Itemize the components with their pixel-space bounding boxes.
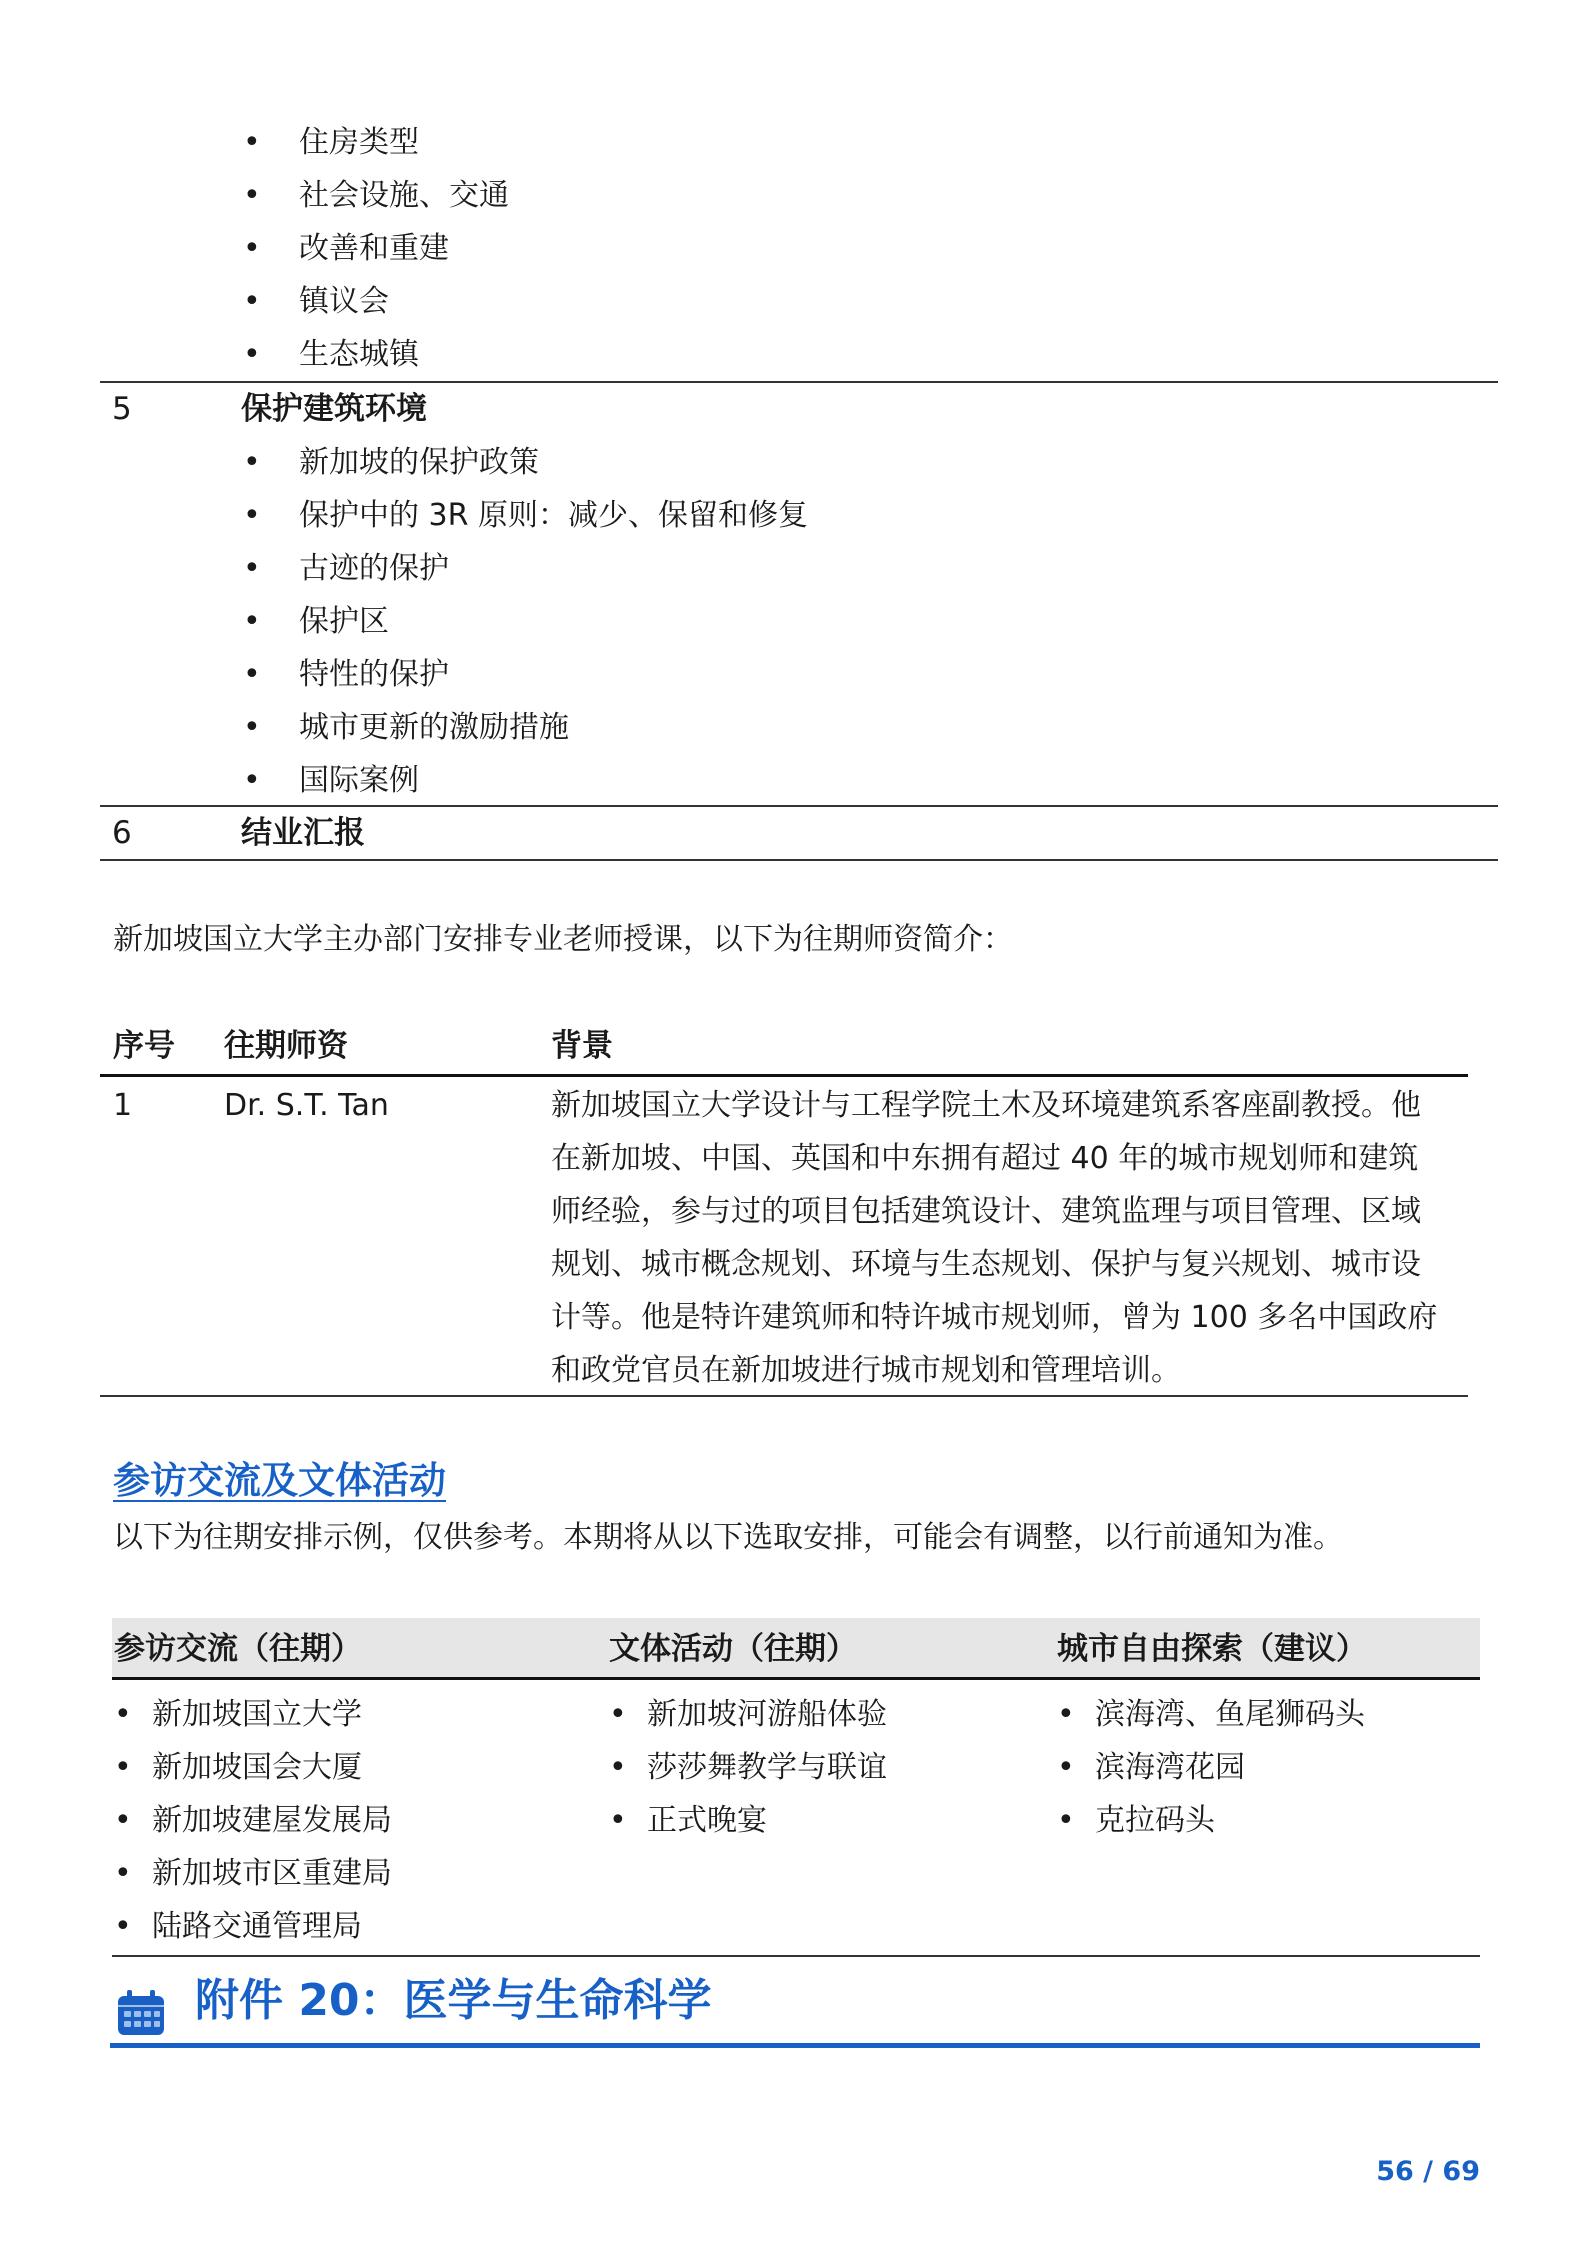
list-item: • 城市更新的激励措施 — [243, 701, 808, 754]
teacher-row-name: Dr. S.T. Tan — [224, 1088, 389, 1123]
list-item: • 新加坡河游船体验 — [609, 1688, 887, 1741]
activities-header-culture: 文体活动（往期） — [609, 1631, 857, 1667]
activities-column-culture — [609, 1688, 887, 1847]
module-title: 保护建筑环境 — [241, 391, 427, 427]
activities-column-visits — [114, 1688, 392, 1953]
list-item: • 改善和重建 — [243, 222, 509, 275]
list-item: • 新加坡建屋发展局 — [114, 1794, 392, 1847]
list-item: • 陆路交通管理局 — [114, 1900, 392, 1953]
list-item: • 保护中的 3R 原则：减少、保留和修复 — [243, 489, 808, 542]
module-number: 6 — [112, 815, 132, 851]
appendix-title: 附件 20：医学与生命科学 — [195, 1975, 712, 2026]
list-item: • 滨海湾、鱼尾狮码头 — [1057, 1688, 1365, 1741]
visits-section-subtitle: 以下为往期安排示例，仅供参考。本期将从以下选取安排，可能会有调整，以行前通知为准。 — [113, 1520, 1343, 1555]
list-item: • 莎莎舞教学与联谊 — [609, 1741, 887, 1794]
list-item: • 社会设施、交通 — [243, 169, 509, 222]
teacher-header-name: 往期师资 — [224, 1028, 348, 1064]
teacher-header-background: 背景 — [551, 1028, 613, 1064]
list-item: • 生态城镇 — [243, 328, 509, 381]
teacher-header-rule — [100, 1074, 1468, 1077]
appendix-rule — [110, 2043, 1480, 2048]
list-item: • 保护区 — [243, 595, 808, 648]
activities-column-explore — [1057, 1688, 1365, 1847]
list-item: • 古迹的保护 — [243, 542, 808, 595]
list-item: • 新加坡国立大学 — [114, 1688, 392, 1741]
table-bottom-rule — [100, 859, 1498, 861]
module-number: 5 — [112, 391, 132, 427]
list-item: • 住房类型 — [243, 116, 509, 169]
calendar-icon — [117, 1990, 165, 2036]
page-number: 56 / 69 — [1376, 2156, 1480, 2187]
visits-section-title: 参访交流及文体活动 — [113, 1459, 446, 1502]
activities-table-bottom-rule — [112, 1955, 1480, 1957]
faculty-intro-text: 新加坡国立大学主办部门安排专业老师授课，以下为往期师资简介： — [113, 922, 1013, 957]
teacher-table-bottom-rule — [100, 1395, 1468, 1397]
list-item: • 正式晚宴 — [609, 1794, 887, 1847]
teacher-header-no: 序号 — [113, 1028, 175, 1064]
activities-header-visits: 参访交流（往期） — [114, 1631, 362, 1667]
list-item: • 克拉码头 — [1057, 1794, 1365, 1847]
teacher-row-background: 新加坡国立大学设计与工程学院土木及环境建筑系客座副教授。他 在新加坡、中国、英国和中东拥有超过 40 年的城市规划师和建筑 师经验，参与过的项目包括建筑设计、建筑监理与项目管理、区域 规划、城市概念规划、环境与生态规划、保护与复兴规划、城市设 计等。他是特许建筑师和特许城市规划师，曾为 100 多名中国政府 和政党官员在新加坡进行城市规划和管理培训。 — [551, 1088, 1438, 1388]
list-item: • 国际案例 — [243, 754, 808, 807]
activities-table-header — [112, 1618, 1480, 1680]
list-item: • 新加坡市区重建局 — [114, 1847, 392, 1900]
list-item: • 滨海湾花园 — [1057, 1741, 1365, 1794]
module-items — [243, 436, 808, 807]
continued-module-items — [243, 116, 509, 381]
activities-header-explore: 城市自由探索（建议） — [1057, 1631, 1367, 1667]
list-item: • 镇议会 — [243, 275, 509, 328]
list-item: • 新加坡国会大厦 — [114, 1741, 392, 1794]
list-item: • 特性的保护 — [243, 648, 808, 701]
list-item: • 新加坡的保护政策 — [243, 436, 808, 489]
module-title: 结业汇报 — [241, 815, 365, 851]
teacher-row-no: 1 — [113, 1088, 133, 1123]
